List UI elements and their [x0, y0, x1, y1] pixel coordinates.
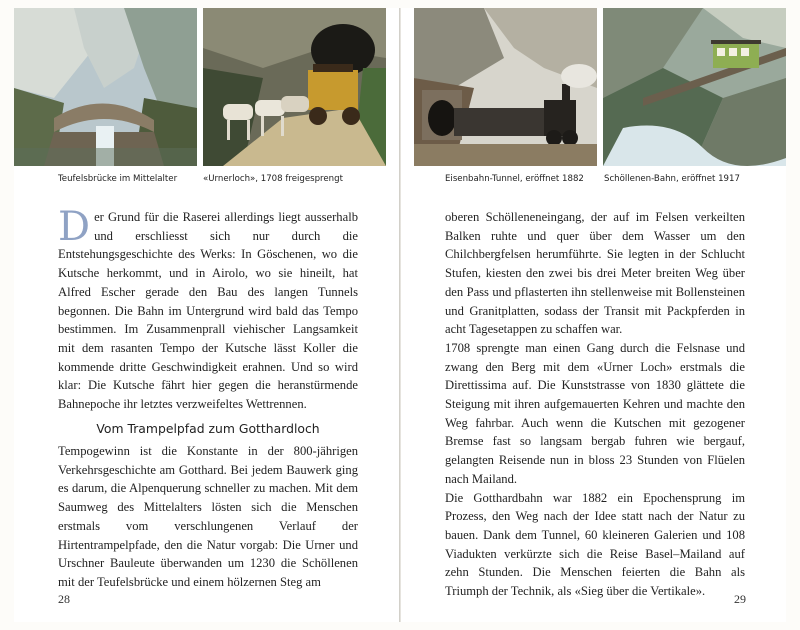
right-paragraph-3: Die Gotthardbahn war 1882 ein Epochensprung im Prozess, den Weg nach der Idee statt nach der Natur zu bauen. Dank dem Tunnel, 60 kleineren Galerien und 108 Viadukten verkürzte sich die Reise Basel–Mailand auf zehn Stunden. Die Menschen feierten die Bahn als Triumph der Technik, als «Sieg über die Vertikale». — [445, 490, 745, 599]
left-paragraph-1-text: er Grund für die Raserei allerdings liegt ausserhalb und erschliesst sich nur durch die Entstehungsgeschichte des Werks: In Göschenen, wo die Kutsche herkommt, und in Airolo, wo sie hineilt, hat Alfred Escher gerade den Bau des langen Tunnels begonnen. Die Bahn im Untergrund wird bald das Tempo bestimmen. Im Zusammenprall viehischer Langsamkeit mit dem rasanten Tempo der Kutsche lässt Koller die kommende dritte Geschwindigkeit erahnen. Und so wird klar: Die Kutsche fährt hier gegen die heranstürmende Bahnepoche ihr letztes verzweifeltes Wettrennen. — [58, 210, 358, 412]
page-number-left: 28 — [58, 592, 70, 606]
schoellenen-railway-illustration — [603, 8, 786, 166]
drop-cap: D — [58, 204, 91, 250]
railway-tunnel-illustration — [414, 8, 597, 166]
urnerloch-coach-illustration — [203, 8, 386, 166]
caption-railway-tunnel: Eisenbahn-Tunnel, eröffnet 1882 — [445, 174, 584, 184]
caption-schoellenen-railway: Schöllenen-Bahn, eröffnet 1917 — [604, 174, 740, 184]
right-paragraph-2: 1708 sprengte man einen Gang durch die Felsnase und zwang den Berg mit dem «Urner Loch» erstmals die Direttissima auf. Die Kunststrasse von 1830 glättete die Steigung mit ihren aufgemauerten Kehren und machte den Weg fahrbar. Auch wenn die Kutschen mit gezogener Bremse fast so langsam bergab fuhren wie bergauf, gelangten Reisende nun in bloss 23 Stunden von Flüelen nach Mailand. — [445, 340, 745, 486]
right-page — [401, 8, 786, 622]
left-body-paragraph-2 — [58, 442, 358, 592]
right-paragraph-1: oberen Schölleneneingang, der auf im Felsen verkeilten Balken ruhte und quer über dem Wasser um den Chilchbergfelsen herumführte. Sie legten in der Schlucht Stufen, kiesten den zwei bis drei Meter breiten Weg über den Pass und pflasterten ihn stellenweise mit Bollensteinen und Granitplatten, sodass der Transit mit Packpferden in acht Tagesetappen zu schaffen war. — [445, 210, 745, 337]
left-page — [14, 8, 399, 622]
page-number-right: 29 — [734, 592, 746, 606]
left-body-paragraph-1 — [58, 204, 358, 414]
right-body-text — [445, 208, 745, 601]
section-heading: Vom Trampelpfad zum Gotthardloch — [96, 421, 320, 436]
devils-bridge-illustration — [14, 8, 197, 166]
caption-urnerloch: «Urnerloch», 1708 freigesprengt — [203, 174, 343, 184]
left-paragraph-2-text: Tempogewinn ist die Konstante in der 800-jährigen Verkehrsgeschichte am Gotthard. Bei jedem Bauwerk ging es darum, die Alpenquerung schneller zu machen. Mit dem Saumweg des Mittelalters lösten sich die Menschen erstmals vom verschlungenen Verlauf der Hirtentrampelpfade, den die Natur vorgab: Die Urner und Urschner Bauleute überwanden um 1230 die Schöllenen mit der Teufelsbrücke und einem hölzernen Steg am — [58, 444, 358, 589]
caption-devils-bridge: Teufelsbrücke im Mittelalter — [58, 174, 178, 184]
